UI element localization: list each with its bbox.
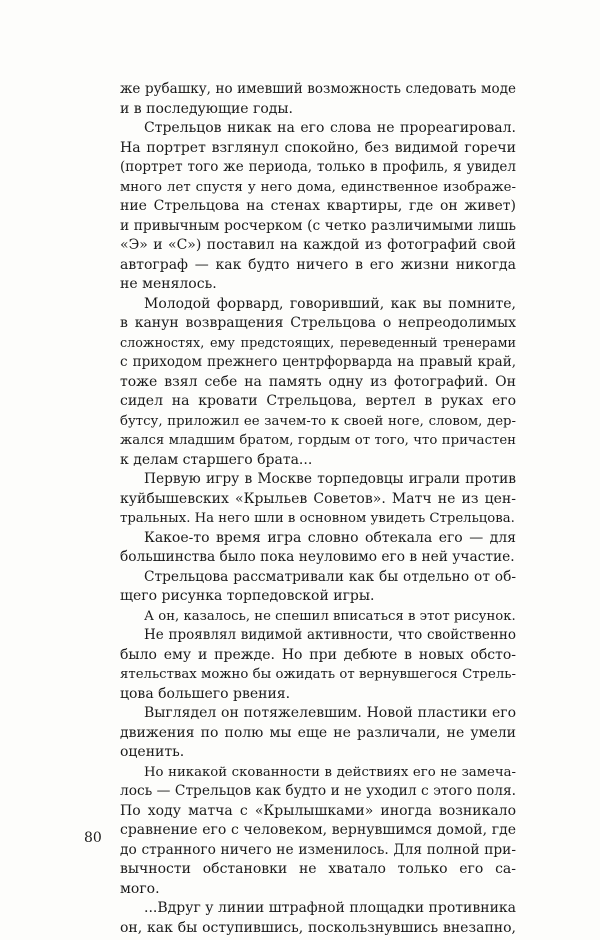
text-line: до странного ничего не изменилось. Для полной при- [120,841,516,858]
text-line: большинства было пока неуловимо его в ней участие. [120,549,515,565]
text-line: ние Стрельцова на стенах квартиры, где он живет) [120,198,516,214]
text-line: (портрет того же периода, только в профиль, я увидел [120,159,516,175]
text-line: оценить. [120,744,185,760]
text-line: тральных. На него шли в основном увидеть Стрельцова. [120,511,515,526]
text-line: не менялось. [120,276,217,292]
text-line: ятельствах можно бы ожидать от вернувшегося Стрель- [120,667,516,682]
text-line: движения по полю мы еще не различали, не умели [120,724,516,741]
text-line: жался младшим братом, гордым от того, что причастен [120,433,516,448]
text-line: сложностях, ему предстоящих, переведенный тренерами [120,335,516,351]
text-line: же рубашку, но имевший возможность следовать моде [120,81,516,97]
text-line: было ему и прежде. Но при дебюте в новых обсто- [120,646,516,663]
text-line: По ходу матча с «Крылышками» иногда возникало [120,802,516,819]
text-line: На портрет взглянул спокойно, без видимой горечи [120,139,516,156]
text-line: цова большего рвения. [120,685,291,702]
text-line: Но никакой скованности в действиях его не замеча- [144,764,516,780]
body-text [120,80,516,938]
text-line: Какое-то время игра словно обтекала его — для [144,529,516,546]
text-line: автограф — как будто ничего в его жизни никогда [120,256,516,273]
text-line: сидел на кровати Стрельцова, вертел в руках его [120,393,516,409]
text-line: ...Вдруг у линии штрафной площадки противника [144,900,516,916]
text-line: «Э» и «С») поставил на каждой из фотографий свой [120,237,516,253]
text-line: он, как бы оступившись, поскользнувшись внезапно, [120,919,516,936]
text-line: лось — Стрельцов как будто и не уходил с этого поля. [120,783,516,799]
text-line: и в последующие годы. [120,100,293,117]
text-line: А он, казалось, не спешил вписаться в этот рисунок. [144,608,516,624]
text-line: в канун возвращения Стрельцова о непреодолимых [120,315,516,331]
text-line: к делам старшего брата... [120,451,313,468]
text-line: бутсу, приложил ее зачем-то к своей ноге, словом, дер- [120,413,516,429]
text-line: тоже взял себе на память одну из фотографий. Он [120,373,516,390]
text-line: вычности обстановки не хватало только его са- [120,861,516,877]
page-number: 80 [84,830,102,846]
text-line: щего рисунка торпедовской игры. [120,588,375,604]
text-line: Стрельцов никак на его слова не прореагировал. [144,120,516,136]
text-line: Молодой форвард, говоривший, как вы помните, [144,295,516,312]
text-line: Выглядел он потяжелевшим. Новой пластики его [144,705,516,721]
text-line: Первую игру в Москве торпедовцы играли против [144,471,516,487]
text-line: и привычным росчерком (с четко различимыми лишь [120,217,516,234]
text-line: сравнение его с человеком, вернувшимся домой, где [120,822,516,838]
text-line: много лет спустя у него дома, единственное изображе- [120,179,516,195]
text-line: Стрельцова рассматривали как бы отдельно от об- [144,568,516,585]
text-line: куйбышевских «Крыльев Советов». Матч не из цен- [120,490,516,507]
text-line: мого. [120,880,160,897]
text-line: Не проявлял видимой активности, что свойственно [144,627,516,643]
text-line: с приходом прежнего центрфорварда на правый край, [120,354,516,370]
